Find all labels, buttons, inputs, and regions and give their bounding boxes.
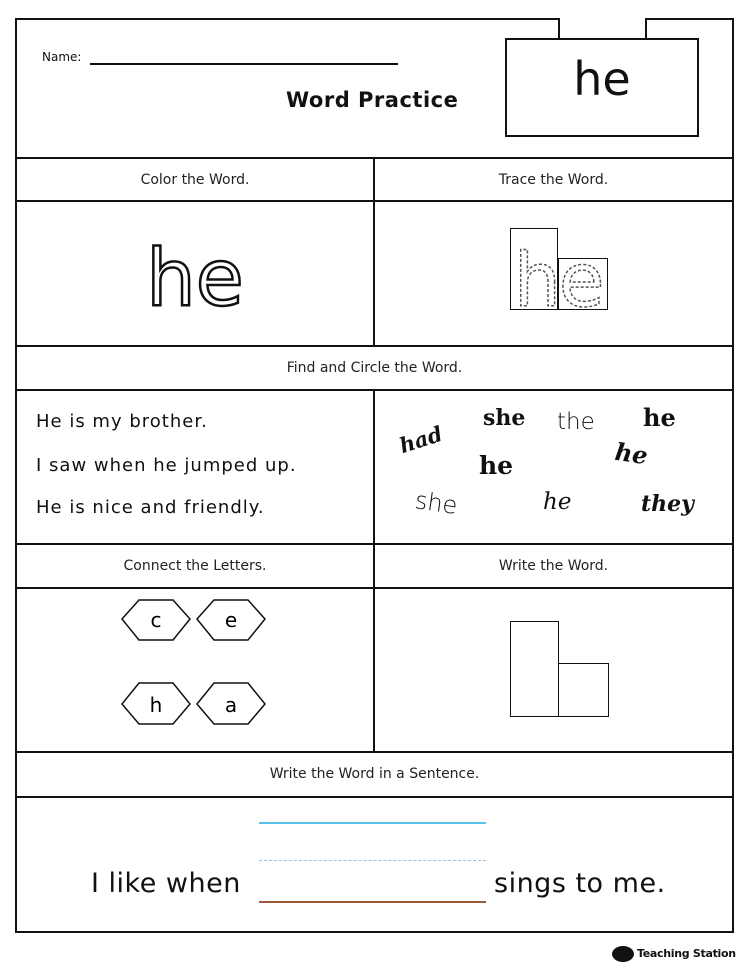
cloud-word-he-3[interactable]: he: [479, 451, 514, 480]
write-word-area[interactable]: [375, 589, 732, 751]
cloud-word-he-4[interactable]: he: [543, 489, 572, 515]
hexagon-a[interactable]: [197, 683, 265, 724]
sentence-after: sings to me.: [494, 868, 666, 899]
answer-blank[interactable]: [259, 901, 486, 903]
name-label: Name:: [42, 50, 82, 64]
trace-word-label: Trace the Word.: [498, 172, 609, 188]
connect-letters-label: Connect the Letters.: [123, 558, 267, 574]
write-box-short[interactable]: [558, 663, 609, 717]
hex-letter-h: h: [149, 693, 163, 717]
trace-letters: [510, 228, 610, 310]
brand-logo-icon: [612, 946, 634, 962]
name-line[interactable]: [90, 63, 398, 65]
outlined-word-text: he: [146, 234, 244, 324]
sentence-writing-area: [17, 798, 732, 931]
letter-hexagons[interactable]: [17, 589, 373, 751]
guide-mid-line: [259, 860, 486, 861]
trace-letters-text: he: [514, 238, 603, 310]
hexagon-grid: [17, 589, 373, 751]
guide-top-line: [259, 822, 486, 824]
hexagon-e[interactable]: [197, 600, 265, 640]
hexagon-h[interactable]: [122, 683, 190, 724]
color-word-label: Color the Word.: [140, 172, 250, 188]
hex-letter-a: a: [224, 693, 238, 717]
cloud-word-he-2[interactable]: he: [613, 436, 650, 471]
sentence-before: I like when: [91, 868, 241, 899]
color-word-area[interactable]: [17, 202, 373, 345]
hex-letter-e: e: [224, 608, 238, 632]
cloud-word-he-1[interactable]: he: [643, 403, 676, 432]
brand-name: Teaching Station: [637, 947, 736, 960]
hexagon-c[interactable]: [122, 600, 190, 640]
footer-brand: [612, 945, 737, 965]
header-section: [0, 0, 749, 160]
sentence-2: I saw when he jumped up.: [36, 455, 297, 476]
cloud-word-the[interactable]: the: [557, 409, 595, 435]
page-title: Word Practice: [286, 88, 459, 112]
outlined-word: [17, 202, 373, 345]
word-cloud[interactable]: [375, 391, 732, 543]
trace-word-area[interactable]: [375, 202, 732, 345]
sentence-label: Write the Word in a Sentence.: [269, 766, 480, 782]
cloud-word-they[interactable]: they: [641, 491, 694, 517]
write-word-label: Write the Word.: [498, 558, 609, 574]
cloud-word-had[interactable]: had: [396, 420, 446, 459]
hex-letter-c: c: [150, 608, 162, 632]
sentence-3: He is nice and friendly.: [36, 497, 265, 518]
sight-word: he: [573, 52, 631, 106]
find-word-label: Find and Circle the Word.: [286, 360, 463, 376]
cloud-word-she-1[interactable]: she: [483, 405, 526, 431]
write-box-tall[interactable]: [510, 621, 559, 717]
cloud-word-she-2[interactable]: she: [413, 486, 460, 520]
sentence-1: He is my brother.: [36, 411, 208, 432]
